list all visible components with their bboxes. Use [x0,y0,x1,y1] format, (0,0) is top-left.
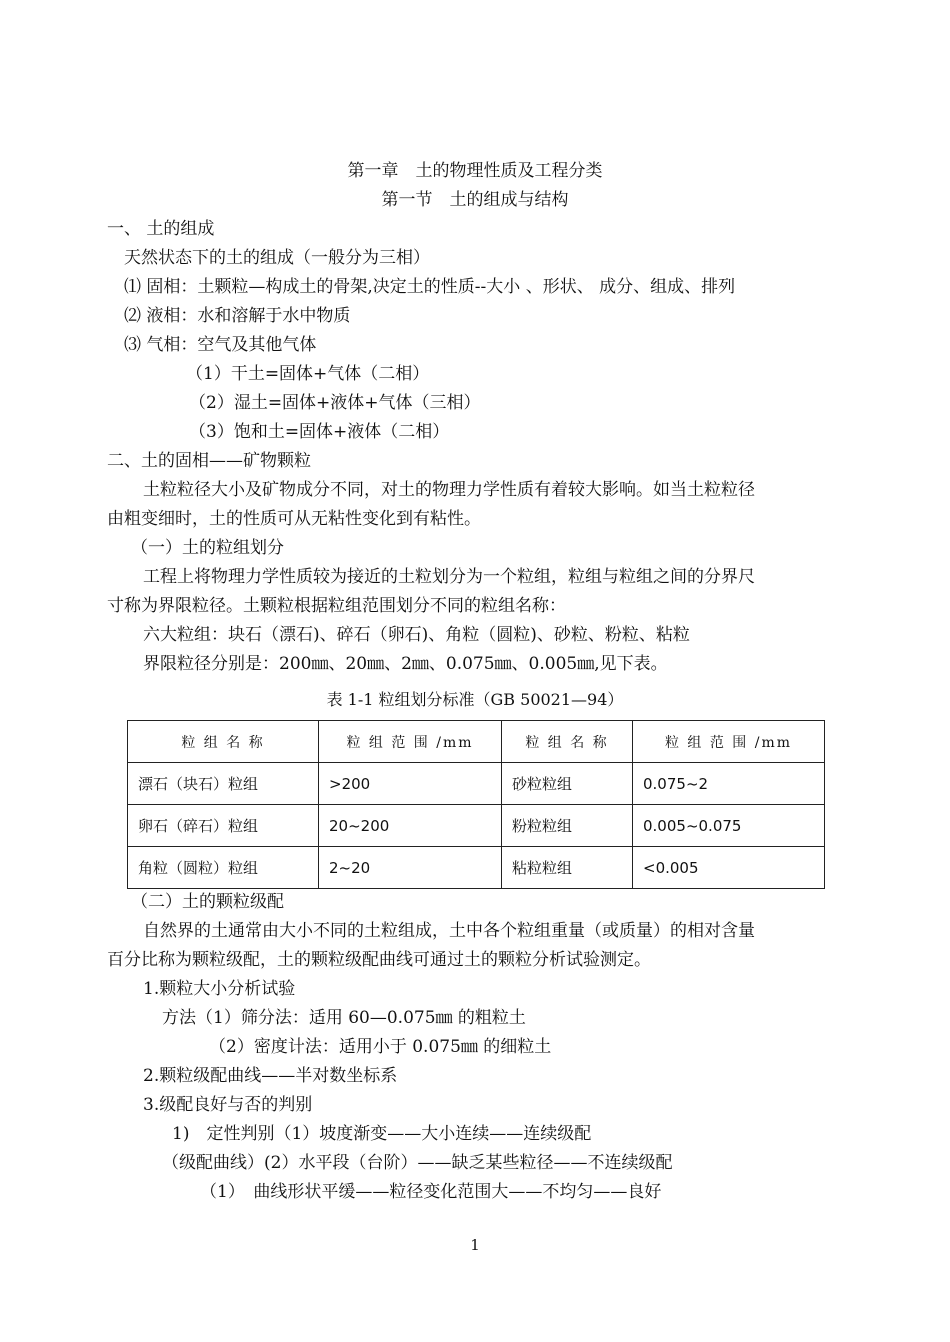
paragraph: 六大粒组：块石（漂石)、碎石（卵石)、角粒（圆粒)、砂粒、粉粒、粘粒 [143,625,690,645]
paragraph: 由粗变细时，土的性质可从无粘性变化到有粘性。 [107,509,481,529]
list-item: ⑴ 固相：土颗粒—构成土的骨架,决定土的性质--大小 、形状、 成分、组成、排列 [124,277,736,297]
paragraph: 土粒粒径大小及矿物成分不同，对土的物理力学性质有着较大影响。如当土粒粒径 [143,480,755,500]
table-cell: <0.005 [633,847,825,889]
list-item: （3）饱和土=固体+液体（二相） [189,422,450,442]
heading-solid-phase: 二、土的固相——矿物颗粒 [107,451,311,471]
table-caption: 表 1-1 粒组划分标准（GB 50021—94） [326,690,624,709]
list-item: 1.颗粒大小分析试验 [143,979,296,999]
paragraph: 寸称为界限粒径。土颗粒根据粒组范围划分不同的粒组名称： [107,596,566,616]
page-number: 1 [470,1236,480,1254]
table-cell: 0.075~2 [633,763,825,805]
list-item: ⑶ 气相：空气及其他气体 [124,335,317,355]
table-row [128,805,825,847]
table-cell: 粘粒粒组 [502,847,633,889]
subheading-gradation: （二）土的颗粒级配 [131,892,284,912]
table-header-cell: 粒 组 范 围 /mm [319,721,502,763]
chapter-title: 第一章 土的物理性质及工程分类 [347,161,603,181]
table-header-cell: 粒 组 名 称 [128,721,319,763]
list-item: （2）密度计法：适用小于 0.075㎜ 的细粒土 [209,1037,552,1057]
section-title: 第一节 土的组成与结构 [381,190,569,210]
paragraph: 百分比称为颗粒级配，土的颗粒级配曲线可通过土的颗粒分析试验测定。 [107,950,651,970]
paragraph: 天然状态下的土的组成（一般分为三相） [124,248,430,268]
heading-soil-composition: 一、 土的组成 [107,219,215,239]
paragraph: 界限粒径分别是：200㎜、20㎜、2㎜、0.075㎜、0.005㎜,见下表。 [143,654,668,674]
subheading-particle-groups: （一）土的粒组划分 [131,538,284,558]
list-item: 方法（1）筛分法：适用 60—0.075㎜ 的粗粒土 [162,1008,526,1028]
list-item: 3.级配良好与否的判别 [143,1095,313,1115]
list-item: （级配曲线）(2）水平段（台阶）——缺乏某些粒径——不连续级配 [162,1153,673,1173]
table-header-cell: 粒 组 范 围 /mm [633,721,825,763]
table-cell: 砂粒粒组 [502,763,633,805]
particle-group-table [127,720,825,889]
paragraph: 工程上将物理力学性质较为接近的土粒划分为一个粒组，粒组与粒组之间的分界尺 [143,567,755,587]
table-header-row [128,721,825,763]
list-item: （1） 曲线形状平缓——粒径变化范围大——不均匀——良好 [200,1182,662,1202]
table-row [128,847,825,889]
table-cell: 卵石（碎石）粒组 [128,805,319,847]
paragraph: 自然界的土通常由大小不同的土粒组成，土中各个粒组重量（或质量）的相对含量 [143,921,755,941]
list-item: ⑵ 液相：水和溶解于水中物质 [124,306,351,326]
table-cell: 漂石（块石）粒组 [128,763,319,805]
table-row [128,763,825,805]
table-cell: 2~20 [319,847,502,889]
table-cell: 20~200 [319,805,502,847]
list-item: （2）湿土=固体+液体+气体（三相） [189,393,481,413]
list-item: 1) 定性判别（1）坡度渐变——大小连续——连续级配 [172,1124,592,1144]
table-cell: 角粒（圆粒）粒组 [128,847,319,889]
table-cell: 粉粒粒组 [502,805,633,847]
table-cell: 0.005~0.075 [633,805,825,847]
table-cell: >200 [319,763,502,805]
list-item: 2.颗粒级配曲线——半对数坐标系 [143,1066,398,1086]
table-header-cell: 粒 组 名 称 [502,721,633,763]
list-item: （1）干土=固体+气体（二相） [186,364,430,384]
